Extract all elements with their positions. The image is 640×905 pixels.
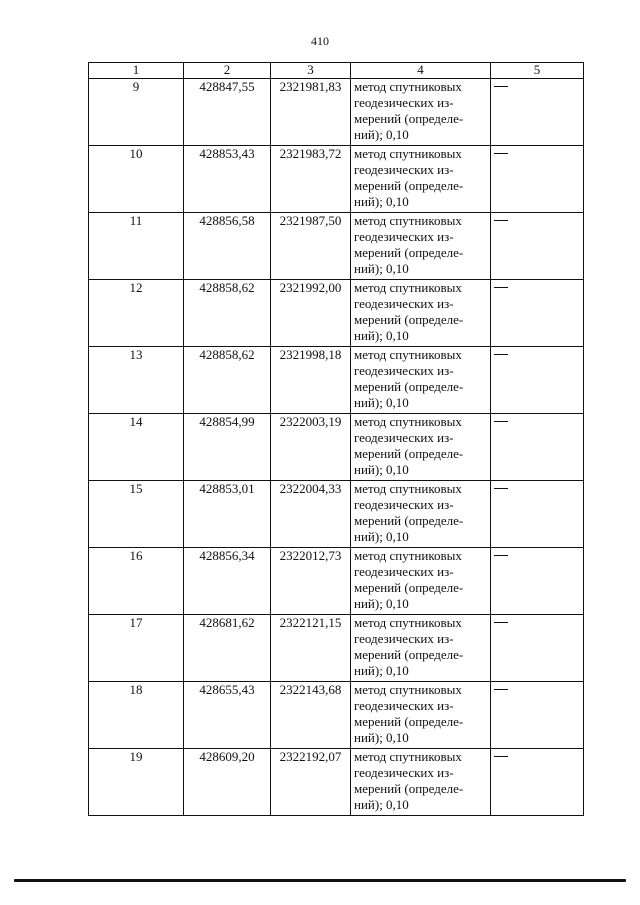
point-number-cell: 14 bbox=[89, 414, 184, 481]
x-coordinate-cell: 428853,01 bbox=[184, 481, 271, 548]
x-coordinate-cell: 428858,62 bbox=[184, 347, 271, 414]
dash-mark bbox=[494, 488, 508, 489]
table-row bbox=[89, 682, 584, 749]
point-number-cell: 15 bbox=[89, 481, 184, 548]
method-cell: метод спутниковых геодезических из-мерений (определе-ний); 0,10 bbox=[351, 347, 491, 414]
table-row bbox=[89, 213, 584, 280]
point-number-cell: 10 bbox=[89, 146, 184, 213]
table-row bbox=[89, 548, 584, 615]
table-row bbox=[89, 749, 584, 816]
dash-mark bbox=[494, 287, 508, 288]
x-coordinate-cell: 428609,20 bbox=[184, 749, 271, 816]
table-row bbox=[89, 414, 584, 481]
dash-mark bbox=[494, 354, 508, 355]
x-coordinate-cell: 428858,62 bbox=[184, 280, 271, 347]
note-cell bbox=[491, 280, 584, 347]
point-number-cell: 9 bbox=[89, 79, 184, 146]
table-row bbox=[89, 481, 584, 548]
table-row bbox=[89, 79, 584, 146]
y-coordinate-cell: 2322121,15 bbox=[271, 615, 351, 682]
table-row bbox=[89, 146, 584, 213]
method-cell: метод спутниковых геодезических из-мерений (определе-ний); 0,10 bbox=[351, 280, 491, 347]
note-cell bbox=[491, 615, 584, 682]
note-cell bbox=[491, 548, 584, 615]
x-coordinate-cell: 428853,43 bbox=[184, 146, 271, 213]
page-number: 410 bbox=[311, 34, 329, 48]
dash-mark bbox=[494, 153, 508, 154]
column-header-3: 3 bbox=[271, 63, 351, 79]
dash-mark bbox=[494, 421, 508, 422]
x-coordinate-cell: 428854,99 bbox=[184, 414, 271, 481]
method-cell: метод спутниковых геодезических из-мерений (определе-ний); 0,10 bbox=[351, 481, 491, 548]
dash-mark bbox=[494, 220, 508, 221]
x-coordinate-cell: 428856,58 bbox=[184, 213, 271, 280]
note-cell bbox=[491, 146, 584, 213]
method-cell: метод спутниковых геодезических из-мерений (определе-ний); 0,10 bbox=[351, 548, 491, 615]
note-cell bbox=[491, 347, 584, 414]
point-number-cell: 13 bbox=[89, 347, 184, 414]
bottom-rule bbox=[14, 879, 626, 882]
y-coordinate-cell: 2321987,50 bbox=[271, 213, 351, 280]
table-body bbox=[89, 79, 584, 816]
method-cell: метод спутниковых геодезических из-мерений (определе-ний); 0,10 bbox=[351, 682, 491, 749]
dash-mark bbox=[494, 622, 508, 623]
column-header-5: 5 bbox=[491, 63, 584, 79]
table-row bbox=[89, 280, 584, 347]
coordinates-table bbox=[88, 62, 584, 816]
column-header-1: 1 bbox=[89, 63, 184, 79]
method-cell: метод спутниковых геодезических из-мерений (определе-ний); 0,10 bbox=[351, 146, 491, 213]
point-number-cell: 16 bbox=[89, 548, 184, 615]
note-cell bbox=[491, 481, 584, 548]
column-header-2: 2 bbox=[184, 63, 271, 79]
y-coordinate-cell: 2321992,00 bbox=[271, 280, 351, 347]
y-coordinate-cell: 2321983,72 bbox=[271, 146, 351, 213]
dash-mark bbox=[494, 689, 508, 690]
x-coordinate-cell: 428681,62 bbox=[184, 615, 271, 682]
y-coordinate-cell: 2321981,83 bbox=[271, 79, 351, 146]
x-coordinate-cell: 428847,55 bbox=[184, 79, 271, 146]
note-cell bbox=[491, 682, 584, 749]
method-cell: метод спутниковых геодезических из-мерений (определе-ний); 0,10 bbox=[351, 414, 491, 481]
y-coordinate-cell: 2322004,33 bbox=[271, 481, 351, 548]
y-coordinate-cell: 2322012,73 bbox=[271, 548, 351, 615]
dash-mark bbox=[494, 555, 508, 556]
point-number-cell: 18 bbox=[89, 682, 184, 749]
dash-mark bbox=[494, 756, 508, 757]
note-cell bbox=[491, 213, 584, 280]
table-row bbox=[89, 615, 584, 682]
point-number-cell: 12 bbox=[89, 280, 184, 347]
y-coordinate-cell: 2322192,07 bbox=[271, 749, 351, 816]
note-cell bbox=[491, 414, 584, 481]
y-coordinate-cell: 2321998,18 bbox=[271, 347, 351, 414]
y-coordinate-cell: 2322143,68 bbox=[271, 682, 351, 749]
point-number-cell: 17 bbox=[89, 615, 184, 682]
note-cell bbox=[491, 749, 584, 816]
method-cell: метод спутниковых геодезических из-мерений (определе-ний); 0,10 bbox=[351, 79, 491, 146]
method-cell: метод спутниковых геодезических из-мерений (определе-ний); 0,10 bbox=[351, 749, 491, 816]
x-coordinate-cell: 428655,43 bbox=[184, 682, 271, 749]
method-cell: метод спутниковых геодезических из-мерений (определе-ний); 0,10 bbox=[351, 213, 491, 280]
point-number-cell: 19 bbox=[89, 749, 184, 816]
table-header-row bbox=[89, 63, 584, 79]
method-cell: метод спутниковых геодезических из-мерений (определе-ний); 0,10 bbox=[351, 615, 491, 682]
x-coordinate-cell: 428856,34 bbox=[184, 548, 271, 615]
y-coordinate-cell: 2322003,19 bbox=[271, 414, 351, 481]
dash-mark bbox=[494, 86, 508, 87]
column-header-4: 4 bbox=[351, 63, 491, 79]
point-number-cell: 11 bbox=[89, 213, 184, 280]
note-cell bbox=[491, 79, 584, 146]
table-row bbox=[89, 347, 584, 414]
